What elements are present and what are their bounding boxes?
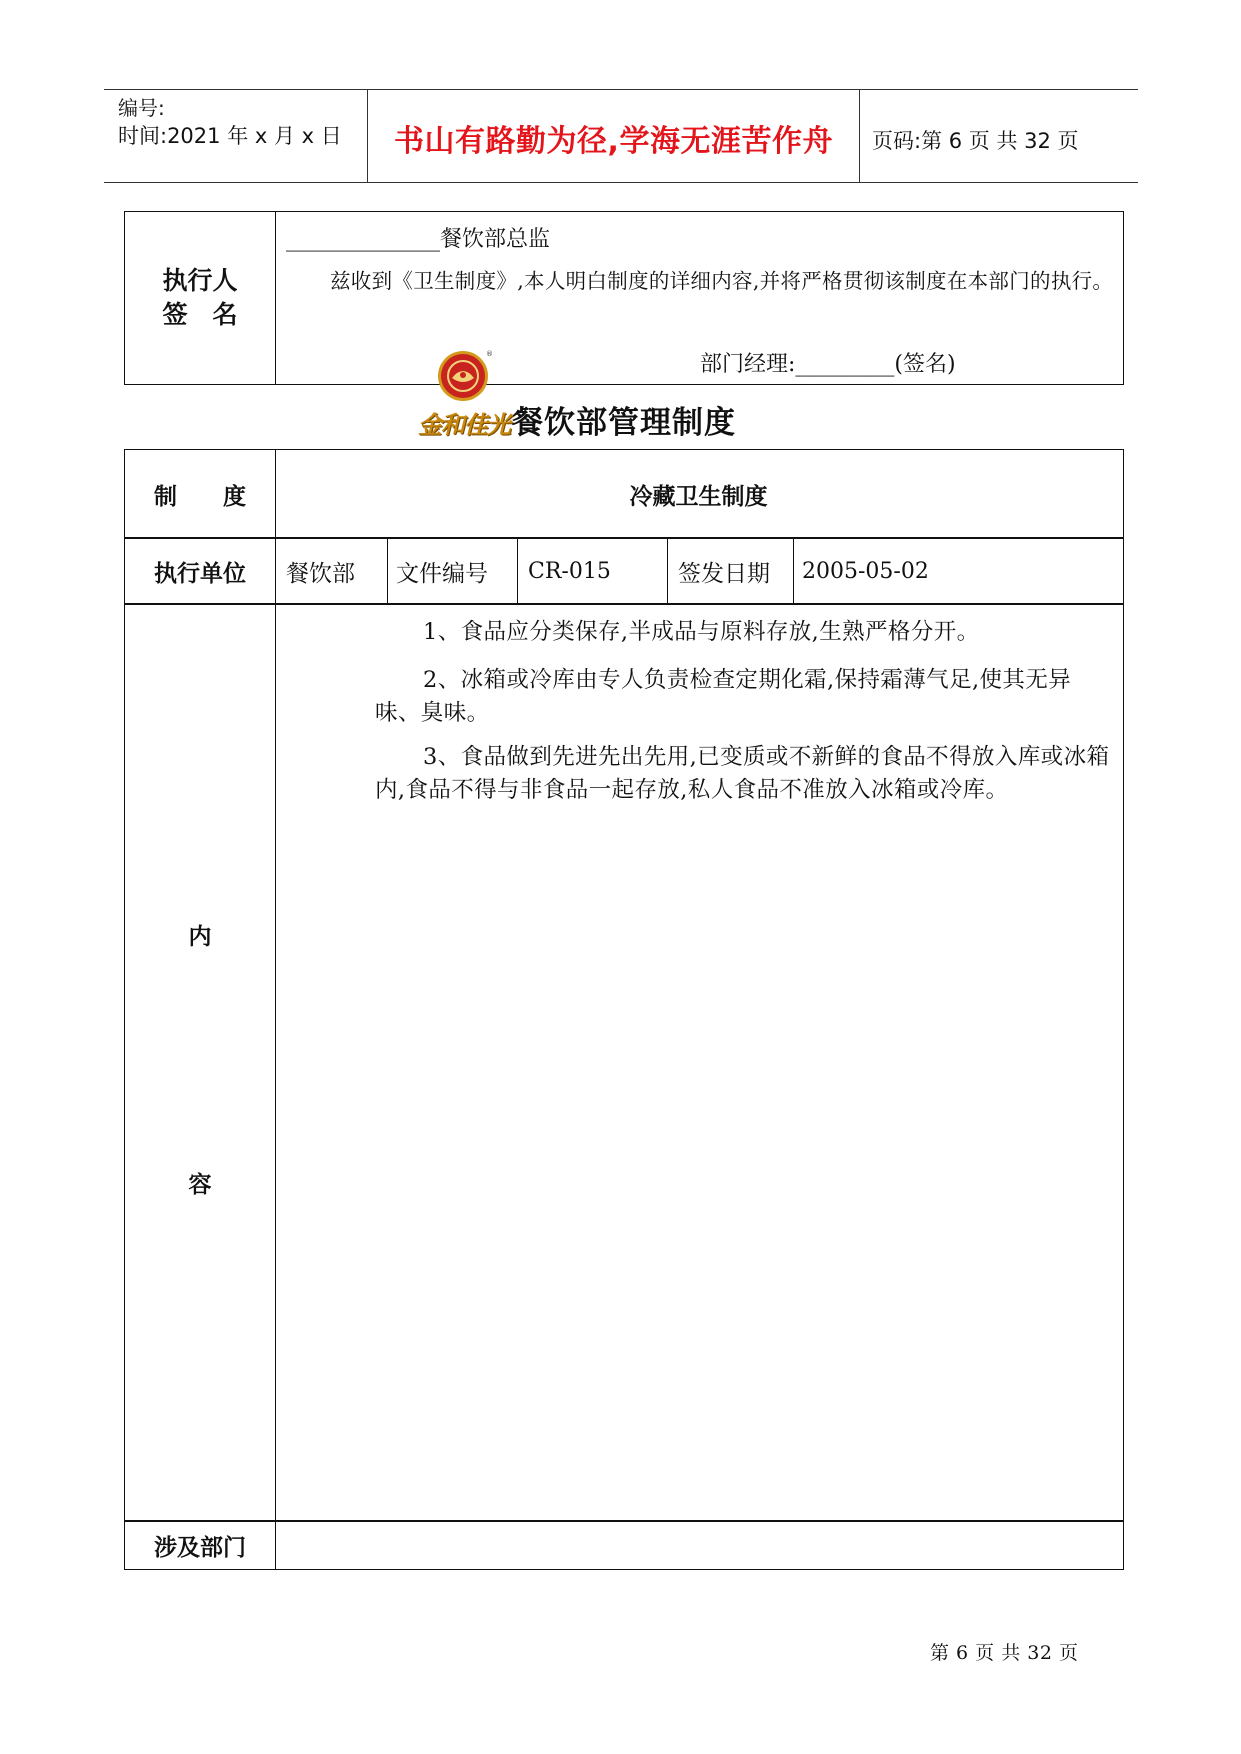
issue-date-label-cell: 签发日期: [666, 537, 794, 605]
brand-logo-text: 金和佳光: [418, 410, 510, 439]
manager-blank: _________: [795, 352, 895, 377]
manager-label: 部门经理:: [700, 352, 796, 377]
dept-label-cell: 涉及部门: [124, 1520, 276, 1570]
document-title: 餐饮部管理制度: [512, 405, 736, 441]
content-label-char-1: 内: [188, 924, 212, 950]
system-label-cell: 制 度: [124, 449, 276, 539]
system-value-cell: 冷藏卫生制度: [274, 449, 1124, 539]
header-top-rule: [104, 89, 1138, 90]
manager-suffix: (签名): [894, 352, 956, 377]
sign-label-line2: 签 名: [162, 300, 238, 329]
content-item-1: 1、食品应分类保存,半成品与原料存放,生熟严格分开。: [423, 619, 980, 645]
header-motto: 书山有路勤为径,学海无涯苦作舟: [394, 124, 833, 159]
sign-label-line1: 执行人: [162, 266, 238, 295]
content-body-cell: [274, 603, 1124, 1522]
header-time: 时间:2021 年 x 月 x 日: [118, 124, 342, 148]
content-item-3: 3、食品做到先进先出先用,已变质或不新鲜的食品不得放入库或冰箱内,食品不得与非食品一起存放,私人食品不准放入冰箱或冷库。: [375, 744, 1110, 803]
director-title: 餐饮部总监: [440, 227, 551, 252]
sign-statement: 兹收到《卫生制度》,本人明白制度的详细内容,并将严格贯彻该制度在本部门的执行。: [330, 269, 1114, 293]
issue-date-value-cell: 2005-05-02: [792, 537, 1124, 605]
manager-signature-line: [700, 347, 956, 378]
svg-text:®: ®: [486, 350, 493, 358]
content-item-2: 2、冰箱或冷库由专人负责检查定期化霜,保持霜薄气足,使其无异味、臭味。: [375, 667, 1072, 726]
header-page-info: 页码:第 6 页 共 32 页: [872, 129, 1079, 153]
content-label-char-2: 容: [188, 1172, 212, 1198]
brand-logo-emblem-icon: [436, 348, 492, 404]
content-label-cell: [124, 603, 276, 1522]
sign-content-cell: [274, 211, 1124, 385]
director-blank: ______________: [286, 227, 440, 252]
sign-line1: [286, 222, 550, 253]
sign-label-cell: [124, 211, 276, 385]
header-divider-right: [859, 90, 860, 182]
unit-value-cell: 餐饮部: [274, 537, 388, 605]
footer-page-info: 第 6 页 共 32 页: [930, 1642, 1079, 1664]
dept-value-cell: [274, 1520, 1124, 1570]
header-bottom-rule: [104, 182, 1138, 183]
file-no-value-cell: CR-015: [516, 537, 668, 605]
unit-label-cell: 执行单位: [124, 537, 276, 605]
file-no-label-cell: 文件编号: [386, 537, 518, 605]
header-serial-label: 编号:: [118, 96, 165, 120]
